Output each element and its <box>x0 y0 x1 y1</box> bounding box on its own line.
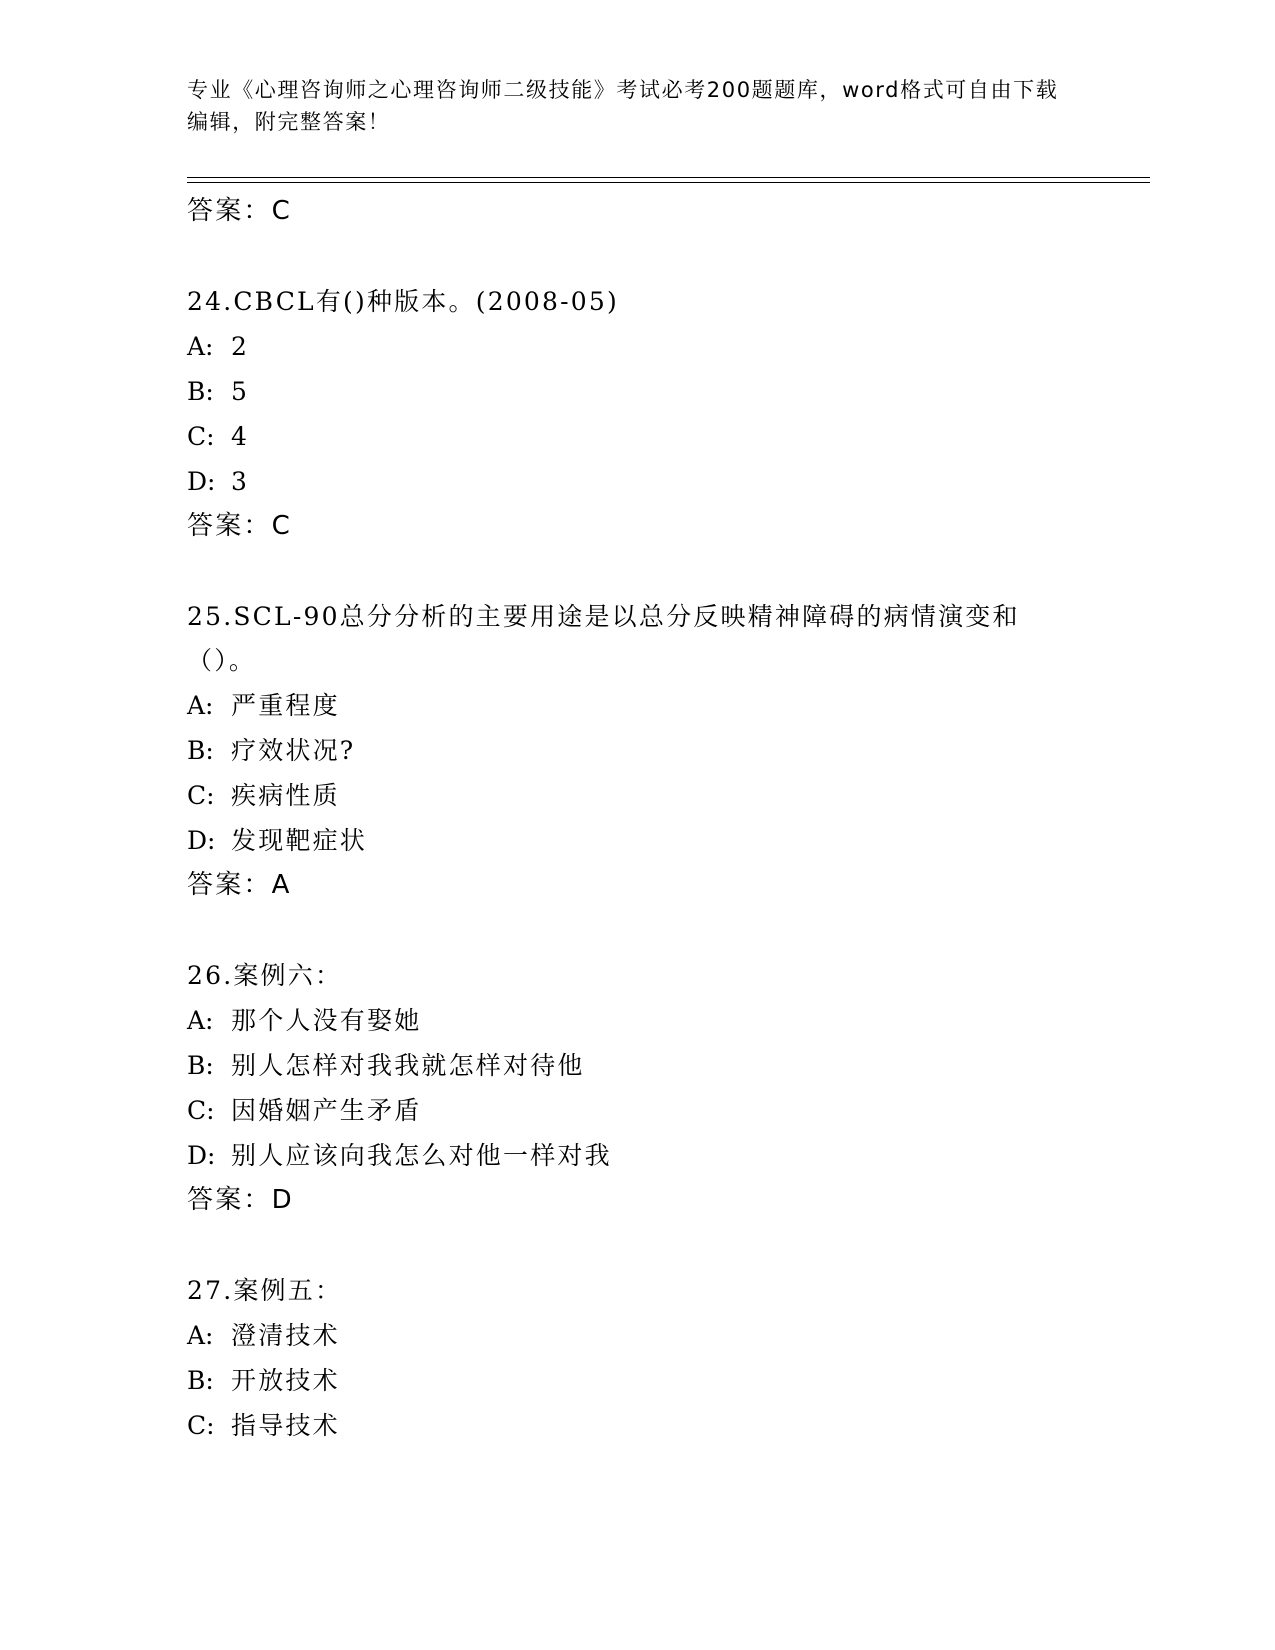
option-key: A: <box>187 691 214 720</box>
option-text: 严重程度 <box>231 691 340 720</box>
option-text: 那个人没有娶她 <box>231 1006 422 1035</box>
option-key: C: <box>187 422 215 451</box>
question-list <box>187 189 1087 1448</box>
option-c <box>187 1403 1087 1448</box>
option-text: 疾病性质 <box>231 781 340 810</box>
option-key: B: <box>187 377 214 406</box>
option-c <box>187 773 1087 818</box>
option-text: 别人怎样对我我就怎样对待他 <box>231 1051 585 1080</box>
option-key: C: <box>187 1096 215 1125</box>
document-header: 专业《心理咨询师之心理咨询师二级技能》考试必考200题题库，word格式可自由下载编辑，附完整答案！ <box>187 78 1059 134</box>
option-text: 2 <box>231 332 250 361</box>
option-text: 别人应该向我怎么对他一样对我 <box>231 1141 612 1170</box>
option-text: 5 <box>231 377 250 406</box>
option-key: D: <box>187 1141 216 1170</box>
option-text: 发现靶症状 <box>231 826 368 855</box>
option-d <box>187 459 1087 504</box>
option-c <box>187 1088 1087 1133</box>
option-text: 指导技术 <box>231 1411 340 1440</box>
option-text: 澄清技术 <box>231 1321 340 1350</box>
option-text: 疗效状况? <box>231 736 356 765</box>
option-b <box>187 369 1087 414</box>
option-key: A: <box>187 1006 214 1035</box>
option-a <box>187 683 1087 728</box>
question-block <box>187 595 1087 908</box>
header-divider <box>187 177 1150 178</box>
option-key: B: <box>187 736 214 765</box>
previous-answer: 答案：C <box>187 196 292 226</box>
option-key: C: <box>187 1411 215 1440</box>
option-key: D: <box>187 467 216 496</box>
option-key: A: <box>187 1321 214 1350</box>
answer: 答案：C <box>187 511 292 541</box>
option-text: 4 <box>231 422 250 451</box>
option-key: B: <box>187 1366 214 1395</box>
question-text: 26.案例六： <box>187 961 343 990</box>
option-key: A: <box>187 332 214 361</box>
option-d <box>187 818 1087 863</box>
answer: 答案：A <box>187 870 292 900</box>
question-text: 25.SCL-90总分分析的主要用途是以总分反映精神障碍的病情演变和（）。 <box>187 602 1020 675</box>
answer: 答案：D <box>187 1185 294 1215</box>
question-text: 24.CBCL有()种版本。(2008-05) <box>187 287 619 316</box>
option-key: D: <box>187 826 216 855</box>
option-a <box>187 998 1087 1043</box>
option-b <box>187 1358 1087 1403</box>
option-b <box>187 728 1087 773</box>
question-text: 27.案例五： <box>187 1276 343 1305</box>
option-a <box>187 1313 1087 1358</box>
option-d <box>187 1133 1087 1178</box>
option-key: B: <box>187 1051 214 1080</box>
option-c <box>187 414 1087 459</box>
option-key: C: <box>187 781 215 810</box>
question-block <box>187 1269 1087 1448</box>
option-text: 开放技术 <box>231 1366 340 1395</box>
option-text: 3 <box>231 467 250 496</box>
question-block <box>187 280 1087 549</box>
option-text: 因婚姻产生矛盾 <box>231 1096 422 1125</box>
header-divider-second <box>187 182 1150 183</box>
option-b <box>187 1043 1087 1088</box>
option-a <box>187 324 1087 369</box>
question-block <box>187 954 1087 1223</box>
